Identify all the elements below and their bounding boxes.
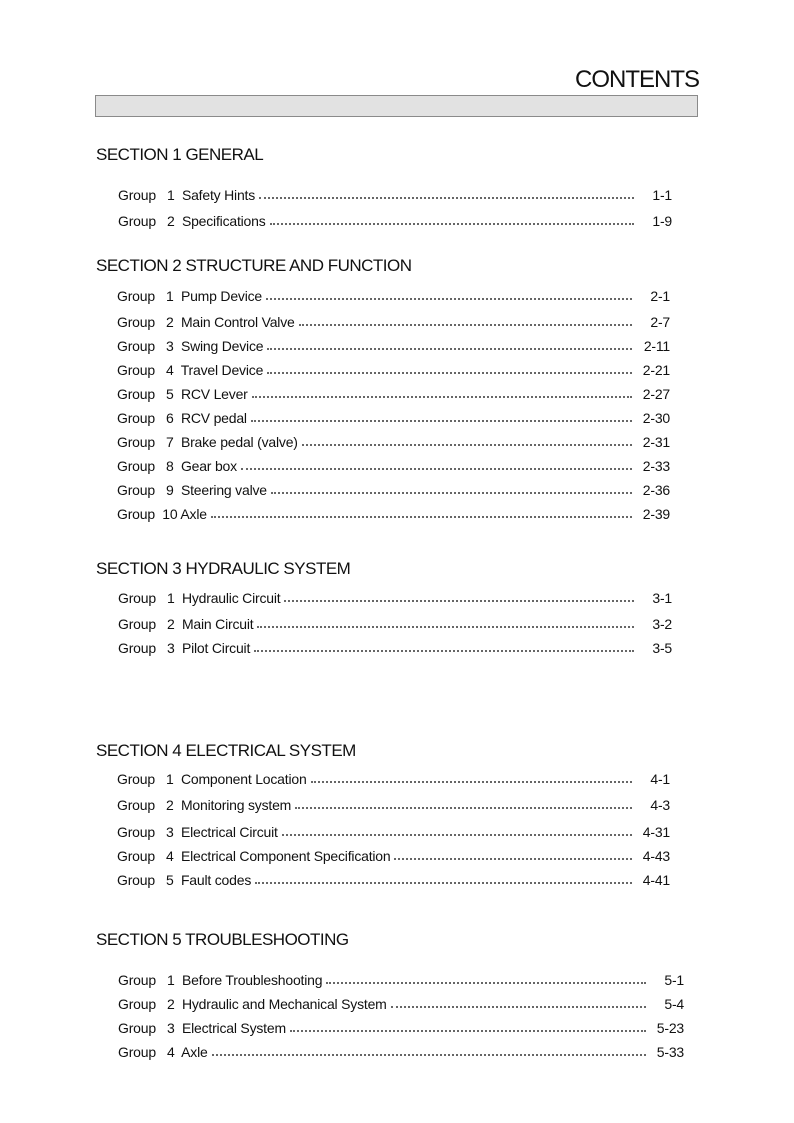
dot-leader	[259, 197, 634, 199]
toc-entry[interactable]	[117, 820, 670, 840]
dot-leader	[270, 223, 634, 225]
toc-entry-page: 1-9	[652, 213, 672, 229]
dot-leader	[241, 468, 632, 470]
toc-entry[interactable]	[118, 636, 672, 656]
toc-entry[interactable]	[118, 612, 672, 632]
toc-entry-label: Group 4 Electrical Component Specification	[117, 848, 391, 864]
toc-entry-page: 2-7	[650, 314, 670, 330]
toc-entry-page: 2-27	[642, 386, 670, 402]
dot-leader	[255, 882, 632, 884]
toc-entry-page: 3-5	[652, 640, 672, 656]
toc-entry-label: Group 2 Main Control Valve	[117, 314, 295, 330]
toc-entry[interactable]	[117, 478, 670, 498]
toc-entry-page: 2-31	[642, 434, 670, 450]
toc-entry-page: 4-1	[650, 771, 670, 787]
section-heading: SECTION 5 TROUBLESHOOTING	[96, 930, 349, 949]
section-heading: SECTION 4 ELECTRICAL SYSTEM	[96, 741, 356, 760]
toc-entry-page: 2-36	[642, 482, 670, 498]
dot-leader	[391, 1006, 646, 1008]
toc-entry-page: 2-11	[643, 338, 670, 354]
toc-entry-page: 4-31	[642, 824, 670, 840]
toc-entry-label: Group 1 Hydraulic Circuit	[118, 590, 281, 606]
toc-entry[interactable]	[118, 209, 672, 229]
toc-entry[interactable]	[118, 183, 672, 203]
dot-leader	[284, 600, 634, 602]
toc-entry-page: 2-30	[642, 410, 670, 426]
toc-entry-label: Group 10 Axle	[117, 506, 207, 522]
dot-leader	[299, 324, 632, 326]
title-bar	[95, 95, 698, 117]
dot-leader	[302, 444, 632, 446]
toc-entry-label: Group 3 Swing Device	[117, 338, 264, 354]
toc-entry-page: 4-41	[642, 872, 670, 888]
toc-entry-label: Group 5 RCV Lever	[117, 386, 248, 402]
toc-entry-page: 3-2	[652, 616, 672, 632]
toc-entry-label: Group 1 Safety Hints	[118, 187, 256, 203]
toc-entry-label: Group 3 Electrical Circuit	[117, 824, 278, 840]
section-heading: SECTION 2 STRUCTURE AND FUNCTION	[96, 256, 412, 275]
toc-entry-page: 5-23	[656, 1020, 684, 1036]
toc-entry-label: Group 5 Fault codes	[117, 872, 252, 888]
toc-entry[interactable]	[117, 284, 670, 304]
dot-leader	[212, 1054, 646, 1056]
dot-leader	[254, 650, 634, 652]
toc-entry-page: 2-33	[642, 458, 670, 474]
toc-entry-page: 4-3	[650, 797, 670, 813]
toc-entry[interactable]	[118, 1016, 684, 1036]
toc-entry[interactable]	[117, 310, 670, 330]
toc-entry-page: 3-1	[652, 590, 672, 606]
toc-entry-label: Group 2 Hydraulic and Mechanical System	[118, 996, 387, 1012]
toc-entry-label: Group 9 Steering valve	[117, 482, 267, 498]
dot-leader	[252, 396, 632, 398]
dot-leader	[211, 516, 632, 518]
section-heading: SECTION 3 HYDRAULIC SYSTEM	[96, 559, 351, 578]
dot-leader	[267, 372, 632, 374]
toc-entry-page: 2-1	[650, 288, 670, 304]
toc-entry-label: Group 8 Gear box	[117, 458, 237, 474]
dot-leader	[394, 858, 632, 860]
dot-leader	[295, 807, 632, 809]
toc-entry-label: Group 2 Main Circuit	[118, 616, 254, 632]
toc-entry[interactable]	[118, 992, 684, 1012]
toc-entry[interactable]	[118, 1040, 684, 1060]
toc-entry-label: Group 4 Axle	[118, 1044, 208, 1060]
dot-leader	[311, 781, 632, 783]
dot-leader	[282, 834, 632, 836]
toc-entry[interactable]	[117, 454, 670, 474]
toc-entry-label: Group 3 Pilot Circuit	[118, 640, 251, 656]
toc-entry-label: Group 7 Brake pedal (valve)	[117, 434, 298, 450]
toc-entry[interactable]	[117, 334, 670, 354]
toc-entry-page: 4-43	[642, 848, 670, 864]
toc-entry-label: Group 1 Before Troubleshooting	[118, 972, 323, 988]
toc-entry[interactable]	[117, 502, 670, 522]
dot-leader	[290, 1030, 646, 1032]
toc-entry[interactable]	[118, 968, 684, 988]
dot-leader	[251, 420, 632, 422]
dot-leader	[271, 492, 632, 494]
dot-leader	[267, 348, 632, 350]
dot-leader	[266, 298, 632, 300]
toc-entry-page: 5-4	[664, 996, 684, 1012]
toc-entry-label: Group 1 Component Location	[117, 771, 307, 787]
toc-entry[interactable]	[117, 430, 670, 450]
toc-entry-page: 5-33	[656, 1044, 684, 1060]
toc-entry[interactable]	[117, 868, 670, 888]
dot-leader	[326, 982, 646, 984]
section-heading: SECTION 1 GENERAL	[96, 145, 264, 164]
toc-entry-label: Group 2 Monitoring system	[117, 797, 292, 813]
toc-entry[interactable]	[117, 767, 670, 787]
page-title: CONTENTS	[575, 66, 699, 93]
toc-entry-page: 2-39	[642, 506, 670, 522]
toc-entry-page: 2-21	[642, 362, 670, 378]
toc-entry[interactable]	[117, 358, 670, 378]
toc-entry[interactable]	[118, 586, 672, 606]
toc-entry-label: Group 1 Pump Device	[117, 288, 262, 304]
toc-entry[interactable]	[117, 793, 670, 813]
toc-entry[interactable]	[117, 844, 670, 864]
toc-entry[interactable]	[117, 382, 670, 402]
toc-entry-label: Group 3 Electrical System	[118, 1020, 286, 1036]
toc-entry-label: Group 2 Specifications	[118, 213, 266, 229]
toc-entry[interactable]	[117, 406, 670, 426]
toc-entry-label: Group 6 RCV pedal	[117, 410, 247, 426]
dot-leader	[257, 626, 634, 628]
toc-entry-label: Group 4 Travel Device	[117, 362, 264, 378]
toc-entry-page: 5-1	[664, 972, 684, 988]
toc-entry-page: 1-1	[652, 187, 672, 203]
